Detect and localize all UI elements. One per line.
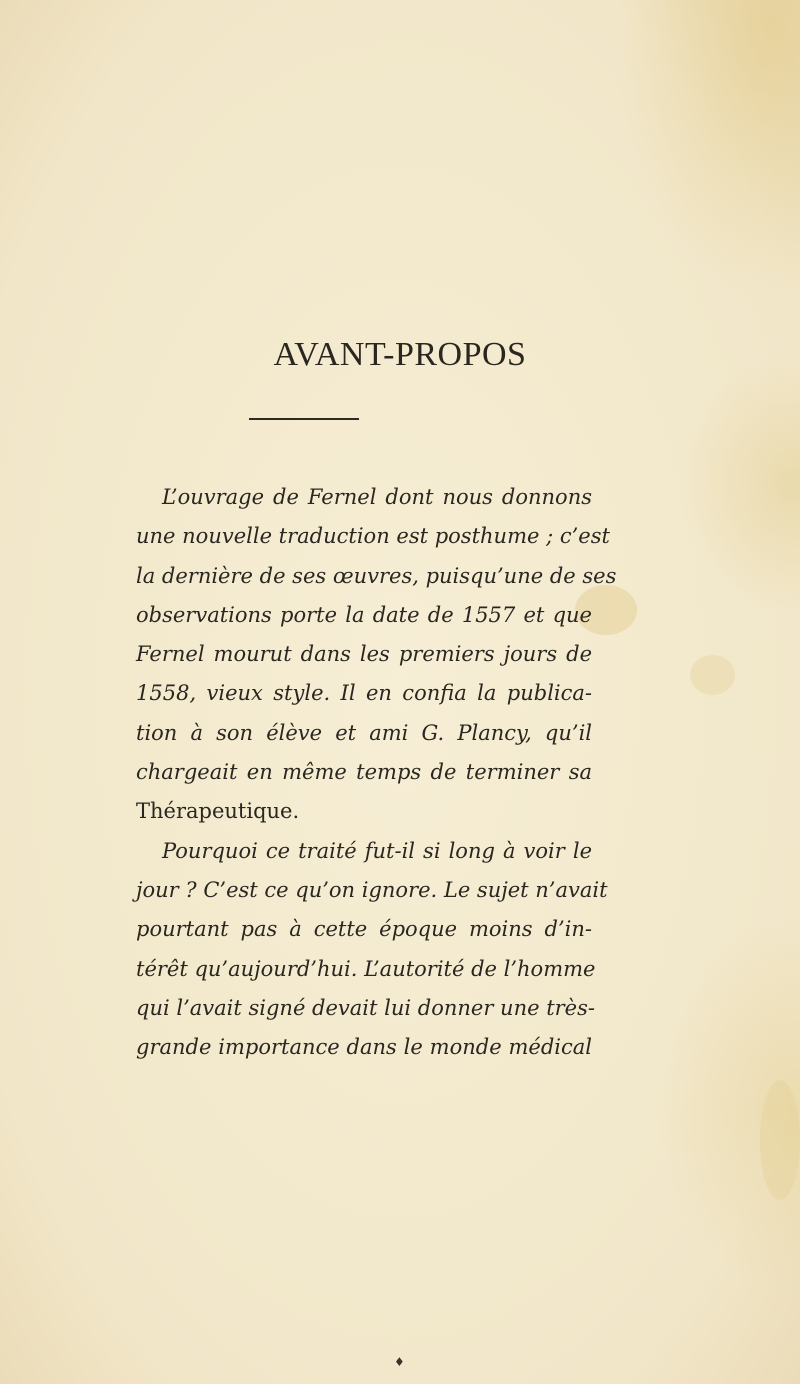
text-line: une nouvelle traduction est posthume ; c’est (136, 524, 610, 549)
paper-stain (760, 1080, 800, 1200)
text-line: Thérapeutique. (136, 799, 300, 824)
page-title: AVANT-PROPOS (273, 336, 527, 373)
text-line: observations porte la date de 1557 et que (136, 602, 592, 627)
paragraph-1 (136, 478, 617, 832)
text-line: jour ? C’est ce qu’on ignore. Le sujet n’avait (136, 877, 608, 902)
text-line: Pourquoi ce traité fut-il si long à voir le (162, 838, 592, 863)
text-line: grande importance dans le monde médical (136, 1035, 592, 1060)
text-line: qui l’avait signé devait lui donner une très- (136, 995, 595, 1020)
text-line: pourtant pas à cette époque moins d’in- (136, 917, 592, 942)
text-line: Fernel mourut dans les premiers jours de (136, 642, 592, 667)
text-line: térêt qu’aujourd’hui. L’autorité de l’homme (136, 956, 596, 981)
paper-stain (690, 655, 735, 695)
paragraph-2 (136, 832, 608, 1068)
body-text (136, 478, 617, 1067)
text-line: 1558, vieux style. Il en confia la publica- (136, 681, 592, 706)
text-line: L’ouvrage de Fernel dont nous donnons (162, 485, 592, 509)
text-line: chargeait en même temps de terminer sa (136, 760, 592, 785)
text-line: la dernière de ses œuvres, puisqu’une de ses (136, 563, 617, 588)
printer-mark: ♦ (394, 1355, 405, 1369)
text-line: tion à son élève et ami G. Plancy, qu’il (136, 720, 592, 745)
title-rule (249, 418, 359, 420)
